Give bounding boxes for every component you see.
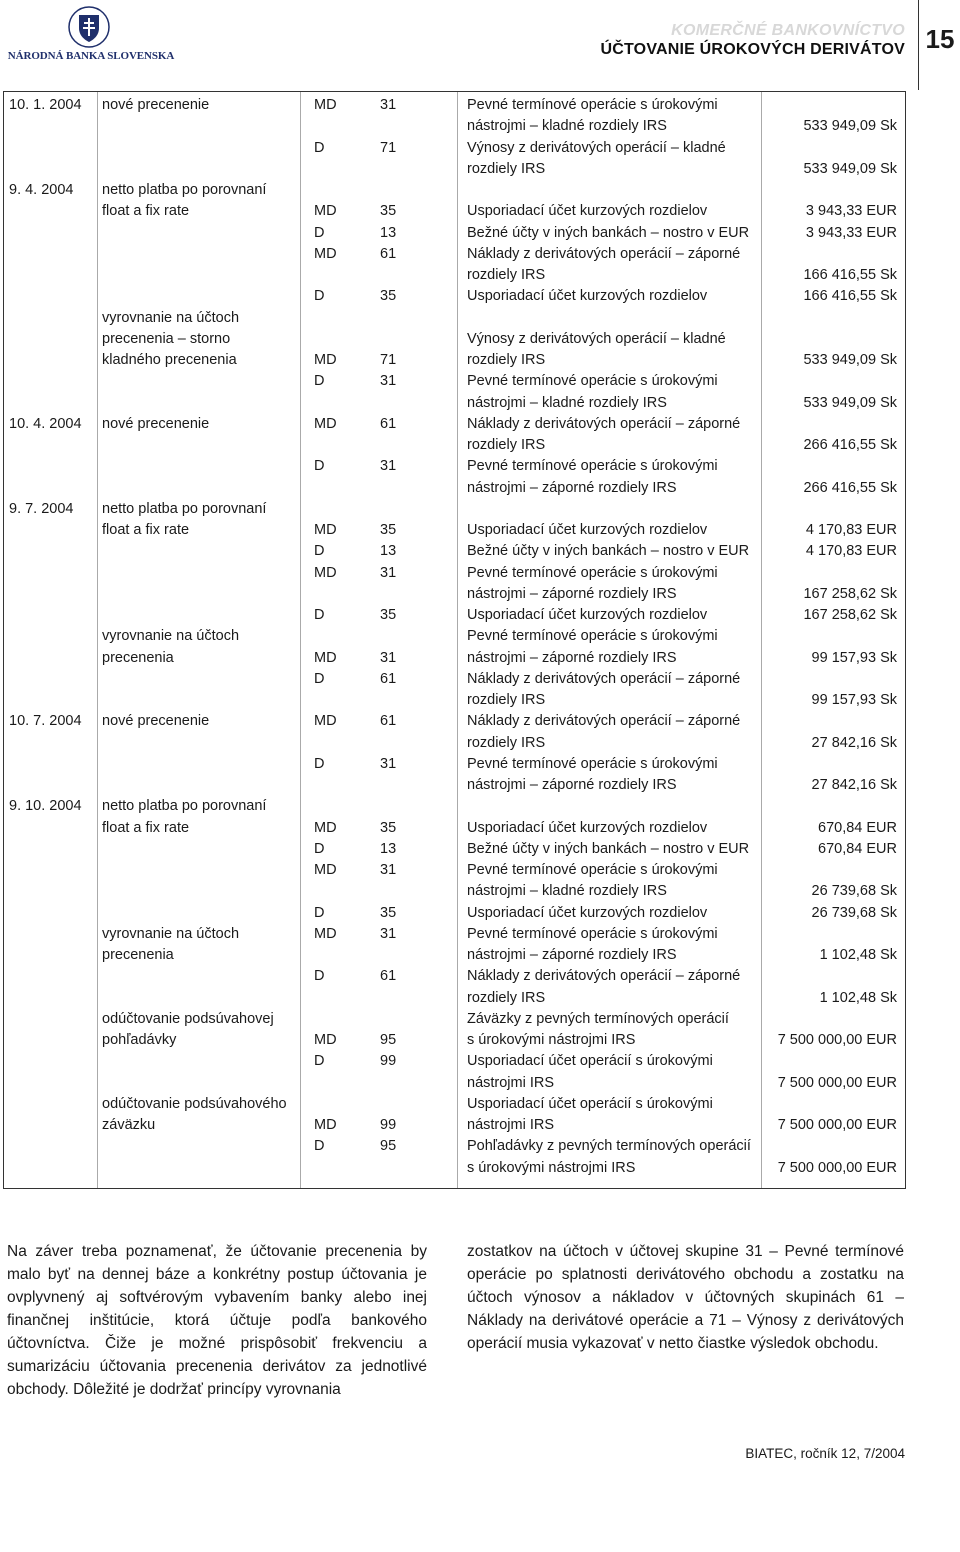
entry-amount: 7 500 000,00 EUR <box>777 1074 897 1091</box>
entry-side: MD <box>314 1032 337 1048</box>
bank-name: NÁRODNÁ BANKA SLOVENSKA <box>7 50 175 62</box>
entry-amount: 3 943,33 EUR <box>805 203 897 220</box>
col-divider <box>300 92 301 1188</box>
entry-side: D <box>314 543 325 560</box>
entry-description: nové precenenie <box>102 713 210 730</box>
entry-account-name: Pevné termínové operácie s úrokovými <box>467 373 718 390</box>
entry-side: MD <box>314 203 337 220</box>
entry-account: 31 <box>380 755 397 772</box>
body-paragraph-right: zostatkov na účtoch v účtovej skupine 31 – Pevné termínové operácie po splatnosti derivátového obchodu a zostatku na účtoch výnosov a nákladov v účtovných skupinách 61 – Náklady na derivátové operácie a 71 – Výnosy z derivátových operácií musia vykazovať v netto čiastke výsledok obchodu. <box>467 1243 904 1352</box>
entry-amount: 4 170,83 EUR <box>805 522 897 538</box>
entry-account-name: nástrojmi – kladné rozdiely IRS <box>467 394 667 411</box>
body-paragraph-left: Na záver treba poznamenať, že účtovanie precenenia by malo byť na dennej báze a konkrétny postup účtovania je ovplyvnený aj softvérovým vybavením banky alebo inej finančnej inštitúcie, ktorá účtuje podľa bankového účtovníctva. Čiže je možné prispôsobiť frekvenciu a sumarizáciu účtovania precenenia derivátov za jednotlivé obchody. Dôležité je dodržať princípy vyrovnania <box>7 1243 427 1398</box>
entry-account-name: nástrojmi IRS <box>467 1074 555 1091</box>
entry-side: D <box>314 139 325 156</box>
entry-account-name: Bežné účty v iných bankách – nostro v EUR <box>467 224 750 241</box>
entry-amount: 670,84 EUR <box>818 840 897 857</box>
entry-description: odúčtovanie podsúvahového <box>102 1095 287 1112</box>
entry-amount: 26 739,68 Sk <box>811 883 897 900</box>
entry-account-name: Pevné termínové operácie s úrokovými <box>467 458 718 475</box>
col-divider <box>457 92 458 1188</box>
entry-amount: 7 500 000,00 EUR <box>777 1032 897 1048</box>
nbs-logo <box>6 4 176 66</box>
entry-description: float a fix rate <box>102 522 190 538</box>
entry-amount: 533 949,09 Sk <box>803 118 897 135</box>
entry-amount: 7 500 000,00 EUR <box>777 1117 897 1133</box>
entry-account-name: Náklady z derivátových operácií – záporné <box>467 713 741 730</box>
entry-description: vyrovnanie na účtoch <box>102 925 240 942</box>
entry-description: záväzku <box>102 1117 156 1133</box>
entry-account-name: rozdiely IRS <box>467 160 546 177</box>
entry-account: 31 <box>380 458 397 475</box>
entry-account: 99 <box>380 1053 397 1070</box>
entry-amount: 99 157,93 Sk <box>811 692 897 708</box>
entry-side: D <box>314 288 325 305</box>
entry-account-name: Usporiadací účet operácií s úrokovými <box>467 1095 713 1112</box>
entry-date: 9. 7. 2004 <box>9 500 74 517</box>
entry-account: 95 <box>380 1138 397 1155</box>
entry-side: D <box>314 607 325 623</box>
entry-account-name: Náklady z derivátových operácií – záporné <box>467 415 741 432</box>
entry-side: D <box>314 755 325 772</box>
entry-description: precenenia <box>102 649 174 666</box>
entry-account-name: Usporiadací účet operácií s úrokovými <box>467 1053 713 1070</box>
entry-account-name: nástrojmi – kladné rozdiely IRS <box>467 883 667 900</box>
entry-account-name: Pohľadávky z pevných termínových operácií <box>467 1138 751 1155</box>
entry-account: 95 <box>380 1032 397 1048</box>
entry-account-name: Pevné termínové operácie s úrokovými <box>467 97 718 113</box>
entry-account-name: Bežné účty v iných bankách – nostro v EUR <box>467 840 750 857</box>
entry-date: 9. 4. 2004 <box>9 182 74 198</box>
entry-account-name: s úrokovými nástrojmi IRS <box>467 1032 636 1048</box>
entry-side: MD <box>314 1117 337 1133</box>
entry-description: nové precenenie <box>102 415 210 432</box>
entry-amount: 1 102,48 Sk <box>819 989 897 1006</box>
entry-side: MD <box>314 97 337 113</box>
entry-account: 61 <box>380 713 397 730</box>
entry-account-name: nástrojmi – kladné rozdiely IRS <box>467 118 667 135</box>
col-divider <box>97 92 98 1188</box>
entry-amount: 533 949,09 Sk <box>803 160 897 177</box>
entry-side: D <box>314 224 325 241</box>
entry-side: D <box>314 373 325 390</box>
entry-account-name: rozdiely IRS <box>467 267 546 283</box>
entry-account: 61 <box>380 415 397 432</box>
entry-account-name: Pevné termínové operácie s úrokovými <box>467 925 718 942</box>
entry-amount: 167 258,62 Sk <box>803 585 897 602</box>
entry-account-name: rozdiely IRS <box>467 437 546 453</box>
entry-side: D <box>314 968 325 985</box>
entry-account-name: Náklady z derivátových operácií – záporné <box>467 245 741 262</box>
entry-description: pohľadávky <box>102 1032 177 1048</box>
entry-account: 13 <box>380 224 397 241</box>
entry-amount: 4 170,83 EUR <box>805 543 897 560</box>
entry-description: netto platba po porovnaní <box>102 182 267 198</box>
entry-account-name: nástrojmi – záporné rozdiely IRS <box>467 479 677 496</box>
entry-account: 99 <box>380 1117 397 1133</box>
entry-side: D <box>314 670 325 687</box>
header-divider <box>918 0 919 90</box>
entry-account: 31 <box>380 373 397 390</box>
entry-account: 13 <box>380 840 397 857</box>
entry-side: D <box>314 1053 325 1070</box>
entry-account-name: rozdiely IRS <box>467 352 546 368</box>
entry-account-name: Pevné termínové operácie s úrokovými <box>467 564 718 581</box>
entry-amount: 99 157,93 Sk <box>811 649 897 666</box>
entry-account: 71 <box>380 139 397 156</box>
entry-account-name: nástrojmi – záporné rozdiely IRS <box>467 947 677 963</box>
entry-account: 61 <box>380 968 397 985</box>
entry-date: 10. 7. 2004 <box>9 713 82 730</box>
entry-description: netto platba po porovnaní <box>102 798 267 815</box>
entry-side: MD <box>314 522 337 538</box>
entry-account-name: Pevné termínové operácie s úrokovými <box>467 862 718 878</box>
entry-side: MD <box>314 862 337 878</box>
entry-amount: 27 842,16 Sk <box>811 777 897 793</box>
entry-amount: 266 416,55 Sk <box>803 437 897 453</box>
entry-side: MD <box>314 925 337 942</box>
entry-amount: 533 949,09 Sk <box>803 394 897 411</box>
entry-account-name: Pevné termínové operácie s úrokovými <box>467 755 718 772</box>
entry-date: 10. 1. 2004 <box>9 97 82 113</box>
entry-account-name: rozdiely IRS <box>467 692 546 708</box>
entry-account-name: Usporiadací účet kurzových rozdielov <box>467 203 708 220</box>
entry-side: MD <box>314 649 337 666</box>
entry-amount: 3 943,33 EUR <box>805 224 897 241</box>
entry-account-name: Usporiadací účet kurzových rozdielov <box>467 607 708 623</box>
coat-of-arms-icon <box>68 6 110 48</box>
entry-description: float a fix rate <box>102 819 190 836</box>
accounting-table <box>3 91 906 1189</box>
entry-account-name: Výnosy z derivátových operácií – kladné <box>467 330 726 347</box>
entry-amount: 1 102,48 Sk <box>819 947 897 963</box>
entry-account: 35 <box>380 203 397 220</box>
entry-account-name: Bežné účty v iných bankách – nostro v EUR <box>467 543 750 560</box>
entry-side: D <box>314 904 325 921</box>
entry-side: MD <box>314 819 337 836</box>
entry-amount: 670,84 EUR <box>818 819 897 836</box>
entry-description: precenenia – storno <box>102 330 231 347</box>
entry-description: nové precenenie <box>102 97 210 113</box>
entry-account: 35 <box>380 607 397 623</box>
entry-account: 31 <box>380 564 397 581</box>
entry-account-name: Usporiadací účet kurzových rozdielov <box>467 819 708 836</box>
entry-account: 35 <box>380 522 397 538</box>
article-title: ÚČTOVANIE ÚROKOVÝCH DERIVÁTOV <box>600 41 905 58</box>
entry-amount: 266 416,55 Sk <box>803 479 897 496</box>
entry-account-name: rozdiely IRS <box>467 989 546 1006</box>
entry-account: 35 <box>380 904 397 921</box>
entry-description: float a fix rate <box>102 203 190 220</box>
entry-date: 10. 4. 2004 <box>9 415 82 432</box>
entry-account-name: nástrojmi – záporné rozdiely IRS <box>467 585 677 602</box>
entry-amount: 27 842,16 Sk <box>811 734 897 751</box>
entry-account: 13 <box>380 543 397 560</box>
page-number: 15 <box>925 24 955 54</box>
entry-account-name: Usporiadací účet kurzových rozdielov <box>467 904 708 921</box>
entry-side: MD <box>314 564 337 581</box>
entry-account-name: nástrojmi IRS <box>467 1117 555 1133</box>
entry-account: 31 <box>380 649 397 666</box>
entry-amount: 166 416,55 Sk <box>803 267 897 283</box>
col-divider <box>761 92 762 1188</box>
entry-account: 61 <box>380 670 397 687</box>
entry-side: MD <box>314 713 337 730</box>
entry-account: 31 <box>380 862 397 878</box>
entry-side: MD <box>314 415 337 432</box>
entry-account: 31 <box>380 925 397 942</box>
running-header <box>600 22 905 60</box>
entry-account-name: s úrokovými nástrojmi IRS <box>467 1159 636 1176</box>
entry-description: precenenia <box>102 947 174 963</box>
entry-account-name: Náklady z derivátových operácií – záporné <box>467 670 741 687</box>
entry-account-name: Usporiadací účet kurzových rozdielov <box>467 288 708 305</box>
section-title: KOMERČNÉ BANKOVNÍCTVO <box>671 22 905 39</box>
entry-side: MD <box>314 352 337 368</box>
entry-amount: 167 258,62 Sk <box>803 607 897 623</box>
entry-date: 9. 10. 2004 <box>9 798 82 815</box>
entry-description: kladného precenenia <box>102 352 237 368</box>
entry-description: netto platba po porovnaní <box>102 500 267 517</box>
entry-side: D <box>314 458 325 475</box>
entry-side: D <box>314 1138 325 1155</box>
entry-account: 61 <box>380 245 397 262</box>
entry-account: 35 <box>380 288 397 305</box>
entry-account-name: Pevné termínové operácie s úrokovými <box>467 628 718 645</box>
entry-account-name: nástrojmi – záporné rozdiely IRS <box>467 777 677 793</box>
entry-description: odúčtovanie podsúvahovej <box>102 1010 274 1027</box>
entry-account-name: Usporiadací účet kurzových rozdielov <box>467 522 708 538</box>
page-number-tab <box>920 0 960 84</box>
entry-account: 71 <box>380 352 397 368</box>
entry-description: vyrovnanie na účtoch <box>102 628 240 645</box>
entry-description: vyrovnanie na účtoch <box>102 309 240 326</box>
entry-account-name: Záväzky z pevných termínových operácií <box>467 1010 729 1027</box>
entry-account: 35 <box>380 819 397 836</box>
entry-account-name: rozdiely IRS <box>467 734 546 751</box>
entry-amount: 533 949,09 Sk <box>803 352 897 368</box>
entry-account-name: Náklady z derivátových operácií – záporné <box>467 968 741 985</box>
entry-amount: 26 739,68 Sk <box>811 904 897 921</box>
entry-account-name: Výnosy z derivátových operácií – kladné <box>467 139 726 156</box>
entry-amount: 7 500 000,00 EUR <box>777 1159 897 1176</box>
entry-amount: 166 416,55 Sk <box>803 288 897 305</box>
entry-side: D <box>314 840 325 857</box>
footer-citation: BIATEC, ročník 12, 7/2004 <box>745 1446 905 1461</box>
entry-side: MD <box>314 245 337 262</box>
entry-account-name: nástrojmi – záporné rozdiely IRS <box>467 649 677 666</box>
entry-account: 31 <box>380 97 397 113</box>
